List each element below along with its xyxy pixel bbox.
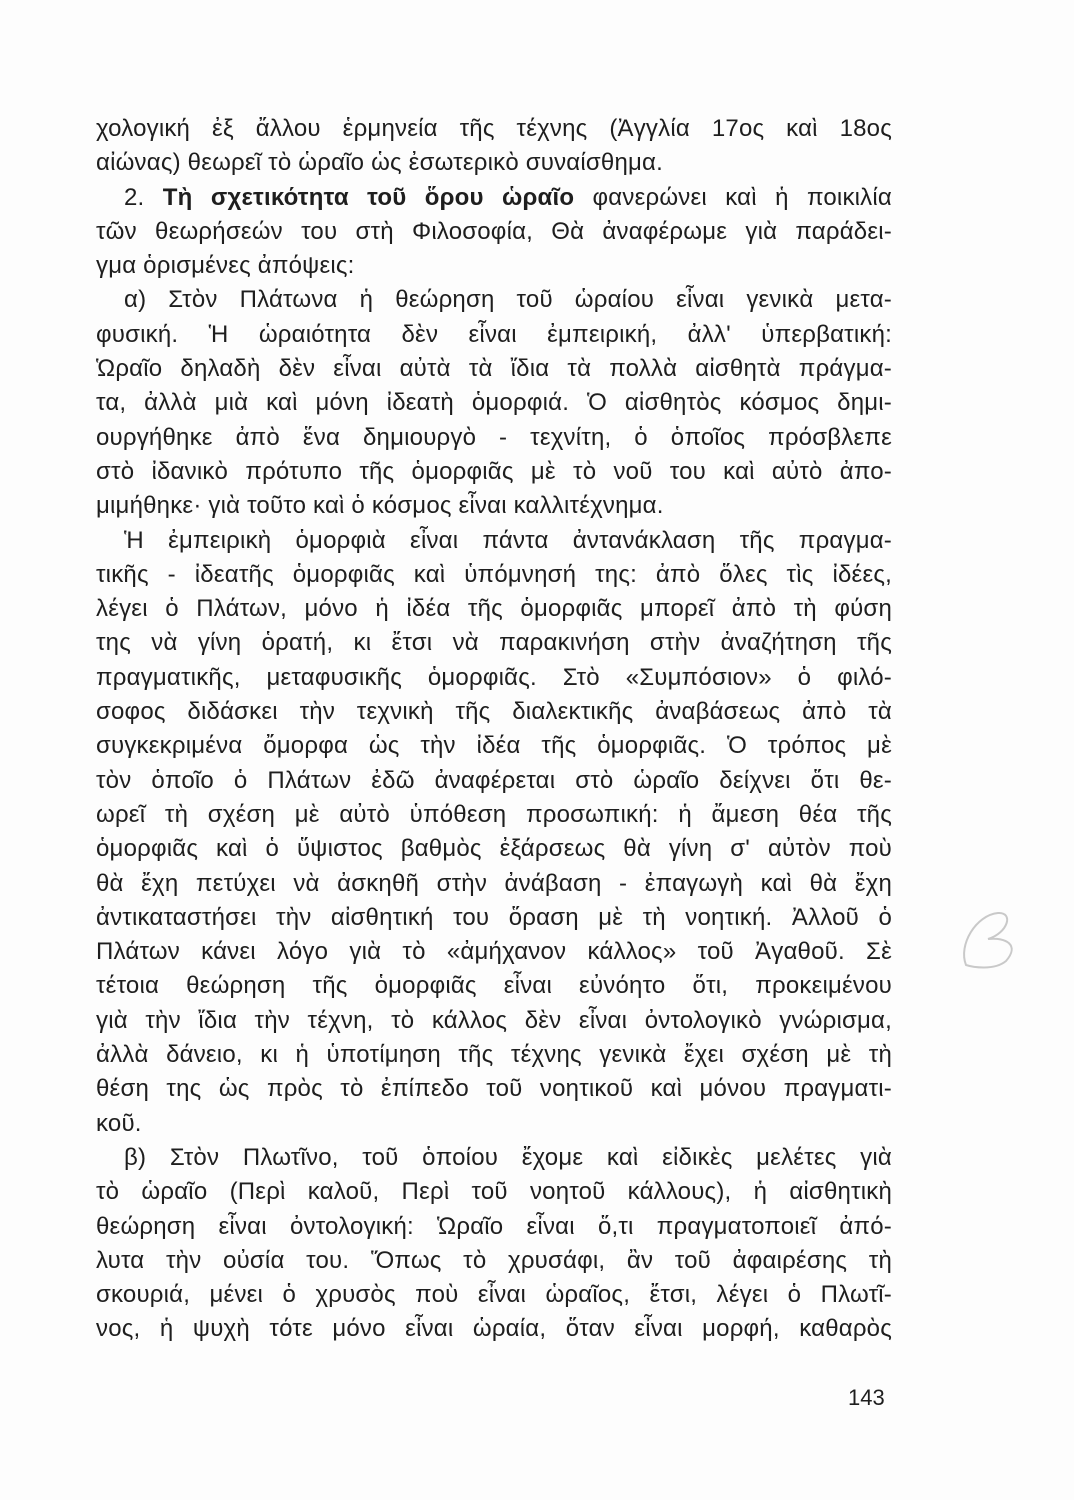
handwritten-mark-icon (946, 905, 1026, 975)
text-line: β) Στὸν Πλωτῖνο, τοῦ ὁποίου ἔχομε καὶ εἰδικὲς μελέτες γιὰ (124, 1143, 892, 1171)
text-line: σκουριά, μένει ὁ χρυσὸς ποὺ εἶναι ὡραῖος, ἔτσι, λέγει ὁ Πλωτῖ- (96, 1281, 892, 1309)
text-line: θέση της ὡς πρὸς τὸ ἐπίπεδο τοῦ νοητικοῦ καὶ μόνου πραγματι- (96, 1075, 892, 1103)
text-line: φυσική. Ἡ ὡραιότητα δὲν εἶναι ἐμπειρική, ἀλλ' ὑπερβατική: (96, 320, 892, 348)
text-line: ἀντικαταστήσει τὴν αἰσθητική του ὅραση μὲ τὴ νοητική. Ἀλλοῦ ὁ (96, 903, 892, 931)
text-fragment: φανερώνει καὶ ἡ ποικιλία (592, 183, 892, 211)
text-line: α) Στὸν Πλάτωνα ἡ θεώρηση τοῦ ὡραίου εἶναι γενικὰ μετα- (124, 286, 892, 314)
text-line: μιμήθηκε· γιὰ τοῦτο καὶ ὁ κόσμος εἶναι καλλιτέχνημα. (96, 492, 664, 520)
text-line: νος, ἡ ψυχὴ τότε μόνο εἶναι ὡραία, ὅταν εἶναι μορφή, καθαρὸς (96, 1315, 892, 1343)
body-text (96, 112, 892, 1347)
text-line: κοῦ. (96, 1109, 142, 1137)
text-line: σοφος διδάσκει τὴν τεχνικὴ τῆς διαλεκτικῆς ἀναβάσεως ἀπὸ τὰ (96, 698, 892, 726)
page-number: 143 (848, 1385, 885, 1410)
text-line: γμα ὁρισμένες ἀπόψεις: (96, 252, 355, 280)
text-line: Ἡ ἐμπειρικὴ ὁμορφιὰ εἶναι πάντα ἀντανάκλαση τῆς πραγμα- (124, 526, 892, 554)
text-line: της νὰ γίνη ὁρατή, κι ἔτσι νὰ παρακινήση στὴν ἀναζήτηση τῆς (96, 629, 892, 657)
text-line: ὁμορφιᾶς καὶ ὁ ὕψιστος βαθμὸς ἐξάρσεως θὰ γίνη σ' αὐτὸν ποὺ (96, 835, 892, 863)
text-line: θὰ ἔχη πετύχει νὰ ἀσκηθῆ στὴν ἀνάβαση - ἐπαγωγὴ καὶ θὰ ἔχη (96, 869, 892, 897)
text-line: Πλάτων κάνει λόγο γιὰ τὸ «ἀμήχανον κάλλος» τοῦ Ἀγαθοῦ. Σὲ (96, 938, 892, 966)
text-line: λυτα τὴν οὐσία του. Ὅπως τὸ χρυσάφι, ἂν τοῦ ἀφαιρέσης τὴ (96, 1246, 892, 1274)
text-line: ωρεῖ τὴ σχέση μὲ αὐτὸ ὑπόθεση προσωπική: ἡ ἄμεση θέα τῆς (96, 800, 892, 828)
text-line: τικῆς - ἰδεατῆς ὁμορφιᾶς καὶ ὑπόμνησή της: ἀπὸ ὅλες τὶς ἰδέες, (96, 560, 892, 588)
text-line: πραγματικῆς, μεταφυσικῆς ὁμορφιᾶς. Στὸ «Συμπόσιον» ὁ φιλό- (96, 663, 892, 691)
text-line: γιὰ τὴν ἴδια τὴν τέχνη, τὸ κάλλος δὲν εἶναι ὀντολογικὸ γνώρισμα, (96, 1006, 892, 1034)
section-title: Τὴ σχετικότητα τοῦ ὅρου ὡραῖο (162, 183, 575, 211)
text-line: χολογική ἐξ ἄλλου ἑρμηνεία τῆς τέχνης (Ἀγγλία 17ος καὶ 18ος (96, 115, 892, 142)
text-line: τα, ἀλλὰ μιὰ καὶ μόνη ἰδεατὴ ὁμορφιά. Ὁ αἰσθητὸς κόσμος δημι- (96, 389, 892, 417)
text-line: ἀλλὰ δάνειο, κι ἡ ὑποτίμηση τῆς τέχνης γενικὰ ἔχει σχέση μὲ τὴ (96, 1041, 892, 1069)
text-line: Ὡραῖο δηλαδὴ δὲν εἶναι αὐτὰ τὰ ἴδια τὰ πολλὰ αἰσθητὰ πράγμα- (96, 355, 892, 383)
text-line: τὸν ὁποῖο ὁ Πλάτων ἐδῶ ἀναφέρεται στὸ ὡραῖο δείχνει ὅτι θε- (96, 766, 892, 794)
section-number: 2. (124, 183, 145, 211)
text-line: τῶν θεωρήσεών του στὴ Φιλοσοφία, Θὰ ἀναφέρωμε γιὰ παράδει- (96, 217, 892, 245)
text-line: λέγει ὁ Πλάτων, μόνο ἡ ἰδέα τῆς ὁμορφιᾶς μπορεῖ ἀπὸ τὴ φύση (96, 595, 892, 623)
text-line: τὸ ὡραῖο (Περὶ καλοῦ, Περὶ τοῦ νοητοῦ κάλλους), ἡ αἰσθητικὴ (96, 1178, 892, 1206)
text-line: συγκεκριμένα ὄμορφα ὡς τὴν ἰδέα τῆς ὁμορφιᾶς. Ὁ τρόπος μὲ (96, 732, 892, 760)
text-line: αἰώνας) θεωρεῖ τὸ ὡραῖο ὡς ἐσωτερικὸ συναίσθημα. (96, 149, 663, 177)
text-line: στὸ ἰδανικὸ πρότυπο τῆς ὁμορφιᾶς μὲ τὸ νοῦ του καὶ αὐτὸ ἀπο- (96, 457, 892, 485)
section-heading-line (96, 181, 892, 215)
text-line: τέτοια θεώρηση τῆς ὁμορφιᾶς εἶναι εὐνόητο ὅτι, προκειμένου (96, 972, 892, 1000)
text-line: ουργήθηκε ἀπὸ ἕνα δημιουργὸ - τεχνίτη, ὁ ὁποῖος πρόσβλεπε (96, 423, 892, 451)
text-line: θεώρηση εἶναι ὀντολογική: Ὡραῖο εἶναι ὅ,τι πραγματοποιεῖ ἀπό- (96, 1212, 892, 1240)
